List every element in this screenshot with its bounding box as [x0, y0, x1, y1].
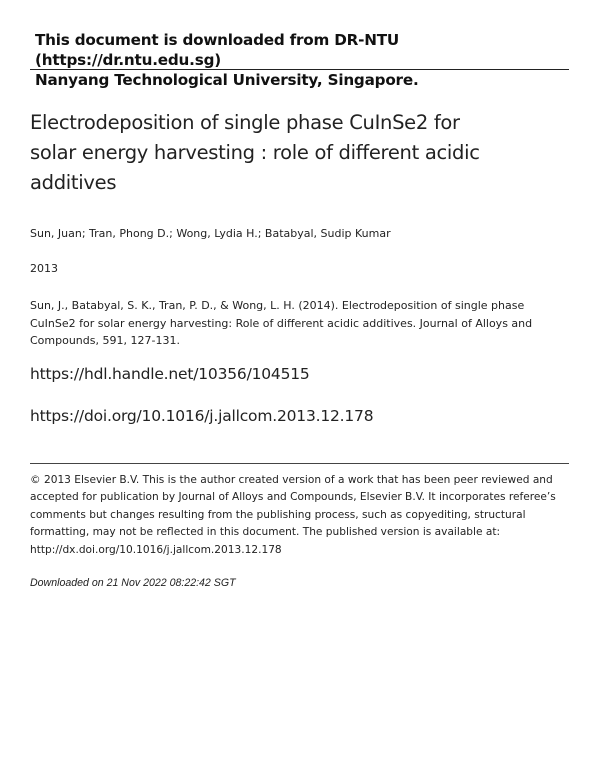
- notice-divider: [30, 463, 569, 464]
- citation: Sun, J., Batabyal, S. K., Tran, P. D., & Wong, L. H. (2014). Electrodeposition of single phase CuInSe2 for solar energy harvesting: Role of different acidic additives. Journal of Alloys and Compounds, 591, 127-131.: [30, 299, 533, 347]
- header-institution-line: Nanyang Technological University, Singapore.: [35, 71, 419, 89]
- document-title: Electrodeposition of single phase CuInSe2 for solar energy harvesting : role of different acidic additives: [30, 111, 480, 194]
- publication-year: 2013: [30, 262, 58, 275]
- copyright-notice: © 2013 Elsevier B.V. This is the author created version of a work that has been peer reviewed and accepted for publication by Journal of Alloys and Compounds, Elsevier B.V. It incorporates referee’s comments but changes resulting from the publishing process, such as copyediting, structural formatting, may not be reflected in this document. The published version is available at: http://dx.doi.org/10.1016/j.jallcom.2013.12.178: [30, 474, 556, 556]
- header-source-line: This document is downloaded from DR-NTU (https://dr.ntu.edu.sg): [35, 31, 400, 69]
- repository-header: [35, 30, 575, 90]
- authors: Sun, Juan; Tran, Phong D.; Wong, Lydia H.; Batabyal, Sudip Kumar: [30, 227, 391, 240]
- header-divider: [30, 69, 569, 70]
- doi-link[interactable]: https://doi.org/10.1016/j.jallcom.2013.12.178: [30, 407, 374, 425]
- download-timestamp: Downloaded on 21 Nov 2022 08:22:42 SGT: [30, 577, 236, 589]
- handle-link[interactable]: https://hdl.handle.net/10356/104515: [30, 365, 310, 383]
